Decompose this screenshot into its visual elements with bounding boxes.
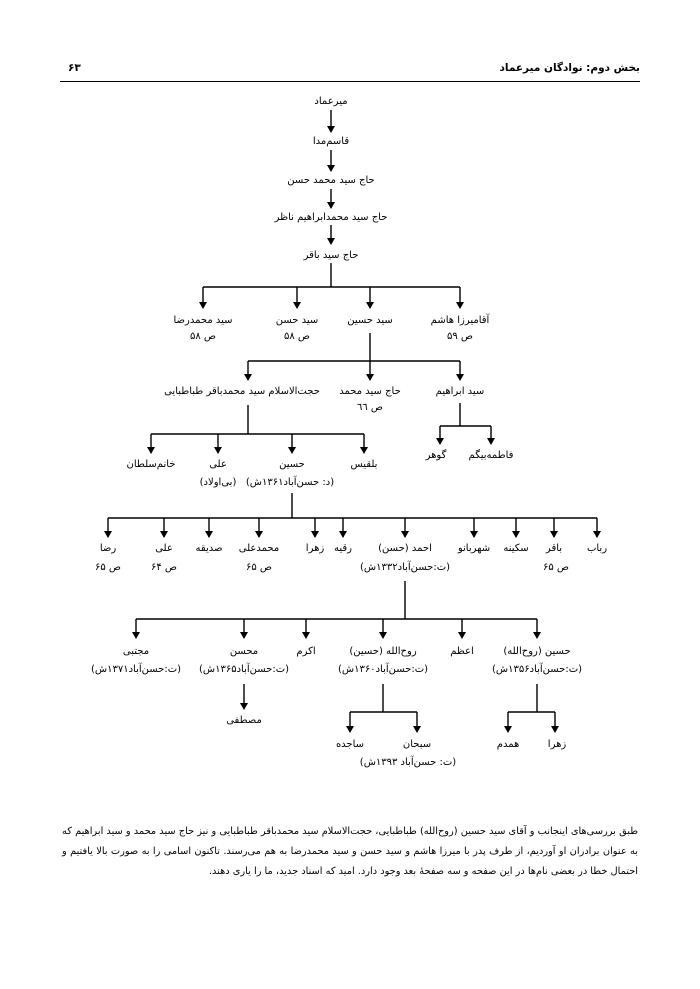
node-sobhan: سبحان xyxy=(402,739,432,750)
node-ali-2: علی xyxy=(155,543,173,554)
node-gohar: گوهر xyxy=(425,450,447,461)
node-khanom-soltan: خانم‌سلطان xyxy=(126,459,176,470)
node-bagher-2-ref: ص ۶۵ xyxy=(542,562,570,573)
node-reza-ref: ص ۶۵ xyxy=(94,562,122,573)
node-bagher-2: باقر xyxy=(545,543,563,554)
node-mohammadreza-ref: ص ۵۸ xyxy=(189,331,217,342)
node-ali-1-note: (بی‌اولاد) xyxy=(199,477,237,488)
node-fatemeh-begom: فاطمه‌بیگم xyxy=(468,450,514,461)
node-mojtaba: مجتبی xyxy=(122,646,150,657)
node-mostafa: مصطفی xyxy=(226,715,262,726)
node-hossein-2: حسین (روح‌الله) xyxy=(503,646,571,657)
node-seyed-hasan: سید حسن xyxy=(275,315,319,326)
node-roghayeh: رقیه xyxy=(334,543,352,554)
node-ahmad: احمد (حسن) xyxy=(378,543,432,554)
node-rouhollah: روح‌الله (حسین) xyxy=(349,646,417,657)
node-mohsen-note: (ت:حسن‌آباد۱۳۶۵ش) xyxy=(198,664,290,675)
node-mir-emad: میرعماد xyxy=(314,96,348,107)
node-ghasem: قاسم‌مدا xyxy=(312,136,350,147)
node-ahmad-note: (ت:حسن‌آباد۱۳۳۲ش) xyxy=(359,562,451,573)
node-akram: اکرم xyxy=(296,646,316,657)
node-rouhollah-note: (ت:حسن‌آباد۱۳۶۰ش) xyxy=(337,664,429,675)
node-hojjat-mohammadbagher: حجت‌الاسلام سید محمدباقر طباطبایی xyxy=(164,386,320,397)
node-reza: رضا xyxy=(99,543,117,554)
node-mojtaba-note: (ت:حسن‌آباد۱۳۷۱ش) xyxy=(90,664,182,675)
node-aghamirza-hashem-ref: ص ۵۹ xyxy=(446,331,474,342)
node-zahra-1: زهرا xyxy=(305,543,325,554)
node-seyed-hossein: سید حسین xyxy=(347,315,393,326)
node-mohammadali-ref: ص ۶۵ xyxy=(245,562,273,573)
node-hossein-2-note: (ت:حسن‌آباد۱۳۵۶ش) xyxy=(491,664,583,675)
node-robab: رباب xyxy=(586,543,608,554)
node-ali-2-ref: ص ۶۴ xyxy=(150,562,178,573)
node-haj-mohammad-ref: ص ٦٦ xyxy=(356,402,384,413)
page-number: ۶۳ xyxy=(68,62,81,74)
node-seyed-hasan-ref: ص ۵۸ xyxy=(283,331,311,342)
node-haj-bagher: حاج سید باقر xyxy=(303,250,359,261)
node-azam: اعظم xyxy=(450,646,474,657)
body-paragraph: طبق بررسی‌های اینجانب و آقای سید حسین (روح‌الله) طباطبایی، حجت‌الاسلام سید محمدباقر طباطبایی و نیز حاج سید محمد و سید ابراهیم که به عنوان برادران او آوردیم، از طرف پدر با میرزا هاشم و سید حسن و سید محمدرضا به هم می‌رسند. تاکنون اسامی را به صورت بالا یافتیم و احتمال خطا در بعضی نام‌ها در این صفحه و سه صفحهٔ بعد وجود دارد. امید که اسناد جدید، ما را یاری دهند. xyxy=(62,826,638,877)
node-haj-mohammad-ebrahim: حاج سید محمدابراهیم ناظر xyxy=(274,212,388,223)
node-mohsen: محسن xyxy=(229,646,259,657)
node-seyed-ebrahim: سید ابراهیم xyxy=(435,386,485,397)
node-ali-1: علی xyxy=(209,459,227,470)
node-belghis: بلقیس xyxy=(350,459,378,470)
node-sedigheh: صدیقه xyxy=(195,543,223,554)
node-haj-mohammad: حاج سید محمد xyxy=(339,386,401,397)
node-hossein-1-note: (د: حسن‌آباد۱۳۶۱ش) xyxy=(245,477,335,488)
node-mohammadreza: سید محمدرضا xyxy=(173,315,233,326)
node-shahrbanoo: شهربانو xyxy=(457,543,491,554)
node-sakineh: سکینه xyxy=(503,543,529,554)
node-haj-mohammad-hasan: حاج سید محمد حسن xyxy=(287,175,375,186)
node-sobhan-note: (ت: حسن‌آباد ۱۳۹۳ش) xyxy=(359,757,457,768)
node-hossein-1: حسین xyxy=(279,459,305,470)
node-zahra-2: زهرا xyxy=(547,739,567,750)
running-header-title: بخش دوم: نوادگان میرعماد xyxy=(499,62,640,74)
node-aghamirza-hashem: آقامیرزا هاشم xyxy=(430,315,490,326)
node-mohammadali: محمدعلی xyxy=(238,543,280,554)
node-sajedeh: ساجده xyxy=(335,739,365,750)
node-hamdam: همدم xyxy=(496,739,520,750)
